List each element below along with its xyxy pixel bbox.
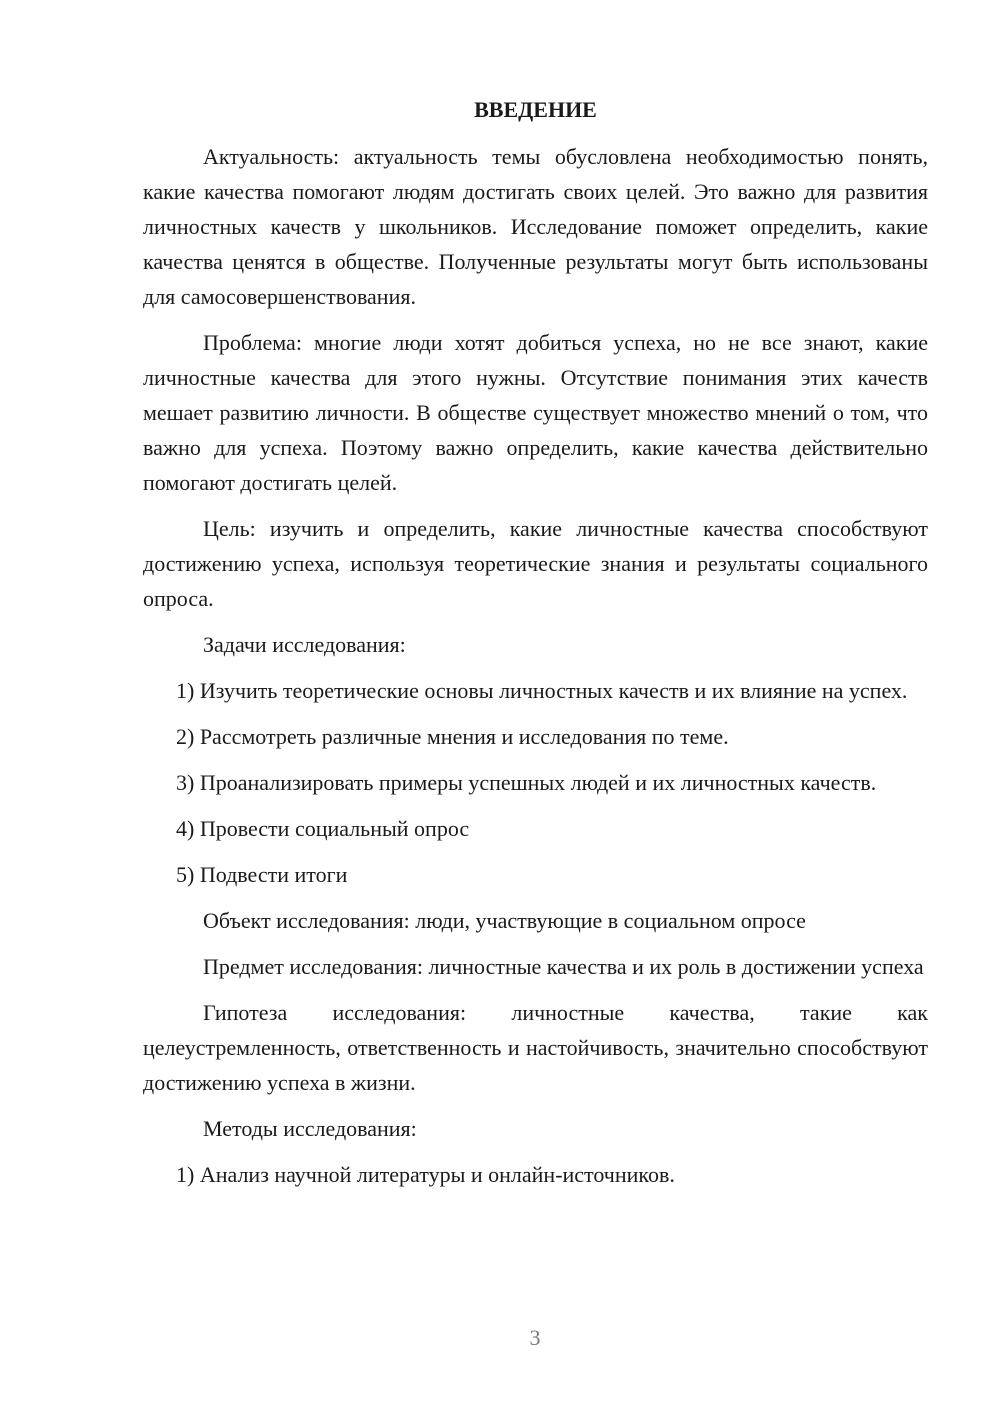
page-number: 3 <box>529 1325 541 1350</box>
problem-paragraph: Проблема: многие люди хотят добиться успеха, но не все знают, какие личностные качества для этого нужны. Отсутствие понимания этих качеств мешает развитию личности. В обществе существует множество мнений о том, что важно для успеха. Поэтому важно определить, какие качества действительно помогают достигать целей. <box>143 330 928 495</box>
tasks-title: Задачи исследования: <box>203 632 406 657</box>
task-item-4: 4) Провести социальный опрос <box>176 816 470 841</box>
hypothesis-paragraph: Гипотеза исследования: личностные качества, такие как целеустремленность, ответственность и настойчивость, значительно способствуют достижению успеха в жизни. <box>143 1000 928 1095</box>
object-paragraph: Объект исследования: люди, участвующие в социальном опросе <box>203 908 806 933</box>
subject-paragraph: Предмет исследования: личностные качества и их роль в достижении успеха <box>203 954 924 979</box>
task-item-5: 5) Подвести итоги <box>176 862 348 887</box>
relevance-paragraph: Актуальность: актуальность темы обусловлена необходимостью понять, какие качества помогают людям достигать своих целей. Это важно для развития личностных качеств у школьников. Исследование поможет определить, какие качества ценятся в обществе. Полученные результаты могут быть использованы для самосовершенствования. <box>143 144 928 309</box>
task-item-3: 3) Проанализировать примеры успешных людей и их личностных качеств. <box>176 770 877 795</box>
method-item-1: 1) Анализ научной литературы и онлайн-источников. <box>176 1162 675 1187</box>
task-item-2: 2) Рассмотреть различные мнения и исследования по теме. <box>176 724 729 749</box>
task-item-1: 1) Изучить теоретические основы личностных качеств и их влияние на успех. <box>176 678 908 703</box>
page-title: ВВЕДЕНИЕ <box>474 97 597 122</box>
methods-title: Методы исследования: <box>203 1116 417 1141</box>
goal-paragraph: Цель: изучить и определить, какие личностные качества способствуют достижению успеха, используя теоретические знания и результаты социального опроса. <box>143 516 928 611</box>
document-page <box>143 96 928 1203</box>
